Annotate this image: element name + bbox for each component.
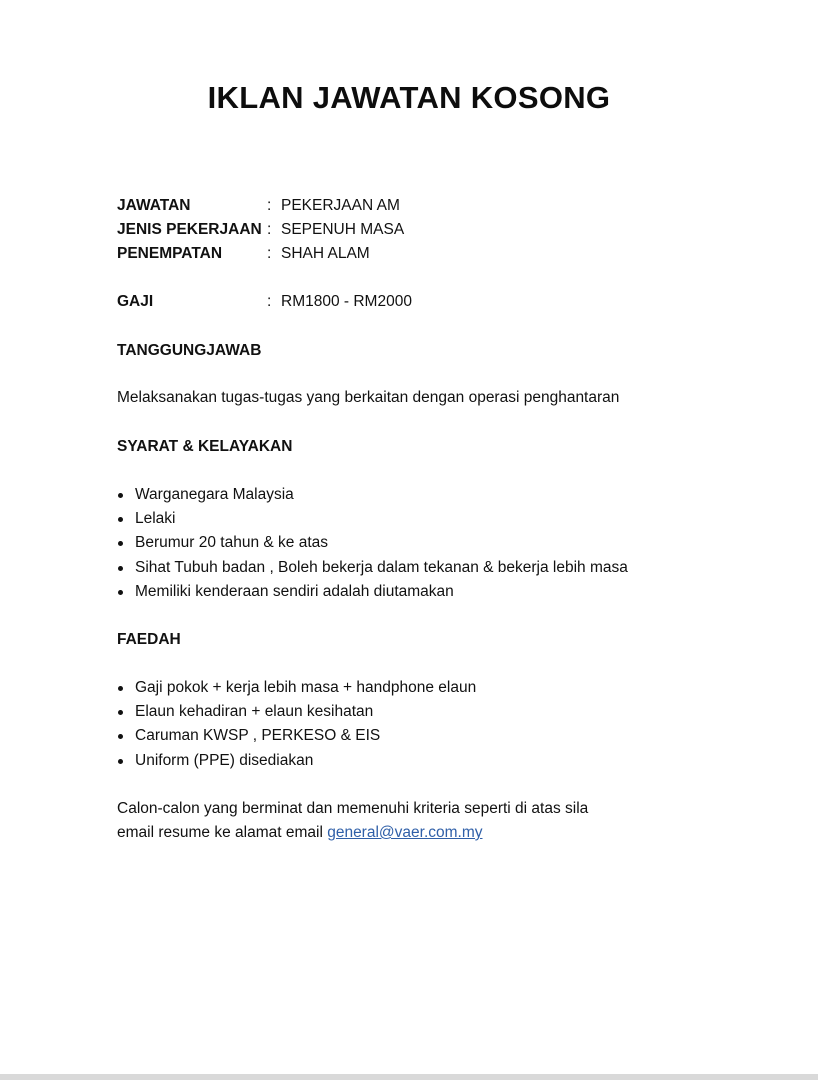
field-row-penempatan [117, 244, 370, 264]
list-item-text: Warganegara Malaysia [135, 486, 294, 503]
benefits-list [117, 676, 476, 773]
field-value: PEKERJAAN AM [281, 197, 400, 214]
field-label: PENEMPATAN [117, 245, 223, 262]
list-item-text: Memiliki kenderaan sendiri adalah diutamakan [135, 582, 454, 600]
list-item [117, 507, 628, 531]
bullet-icon [118, 493, 123, 498]
closing-line-2 [117, 821, 483, 845]
responsibilities-heading: TANGGUNGJAWAB [117, 342, 262, 359]
page-title: IKLAN JAWATAN KOSONG [207, 80, 611, 115]
field-label: JENIS PEKERJAAN [117, 221, 262, 238]
field-colon: : [267, 197, 272, 214]
list-item-text: Lelaki [135, 510, 176, 528]
field-row-gaji [117, 292, 412, 312]
field-value: SHAH ALAM [281, 245, 370, 262]
list-item [117, 724, 476, 748]
bullet-icon [118, 686, 123, 691]
benefits-heading: FAEDAH [117, 631, 181, 648]
list-item-text: Berumur 20 tahun & ke atas [135, 534, 329, 552]
field-value: SEPENUH MASA [281, 221, 405, 238]
bullet-icon [118, 541, 123, 546]
field-row-jenis-pekerjaan [117, 220, 404, 240]
closing-line-2-text: email resume ke alamat email [117, 824, 328, 841]
list-item [117, 700, 476, 724]
requirements-list [117, 483, 628, 604]
bullet-icon [118, 590, 123, 595]
field-label: JAWATAN [117, 197, 191, 214]
field-colon: : [267, 245, 272, 262]
field-label: GAJI [117, 293, 154, 310]
bullet-icon [118, 517, 123, 522]
list-item-text: Gaji pokok + kerja lebih masa + handphone elaun [135, 679, 477, 696]
bullet-icon [118, 759, 123, 764]
bullet-icon [118, 566, 123, 571]
field-row-jawatan [117, 196, 400, 216]
field-colon: : [267, 221, 272, 238]
list-item [117, 580, 628, 604]
list-item-text: Sihat Tubuh badan , Boleh bekerja dalam tekanan & bekerja lebih masa [135, 558, 628, 576]
list-item [117, 531, 628, 555]
page-bottom-edge [0, 1074, 818, 1080]
requirements-heading: SYARAT & KELAYAKAN [117, 438, 293, 455]
list-item [117, 556, 628, 580]
list-item-text: Caruman KWSP , PERKESO & EIS [135, 727, 381, 745]
bullet-icon [118, 734, 123, 739]
closing-line-1: Calon-calon yang berminat dan memenuhi kriteria seperti di atas sila [117, 800, 589, 817]
list-item-text: Uniform (PPE) disediakan [135, 751, 314, 769]
list-item-text: Elaun kehadiran + elaun kesihatan [135, 703, 374, 721]
email-link[interactable]: general@vaer.com.my [327, 824, 483, 841]
field-colon: : [267, 293, 272, 310]
list-item [117, 749, 476, 773]
bullet-icon [118, 710, 123, 715]
list-item [117, 676, 476, 700]
field-value: RM1800 - RM2000 [281, 293, 412, 310]
list-item [117, 483, 628, 507]
responsibilities-text: Melaksanakan tugas-tugas yang berkaitan dengan operasi penghantaran [117, 389, 620, 406]
